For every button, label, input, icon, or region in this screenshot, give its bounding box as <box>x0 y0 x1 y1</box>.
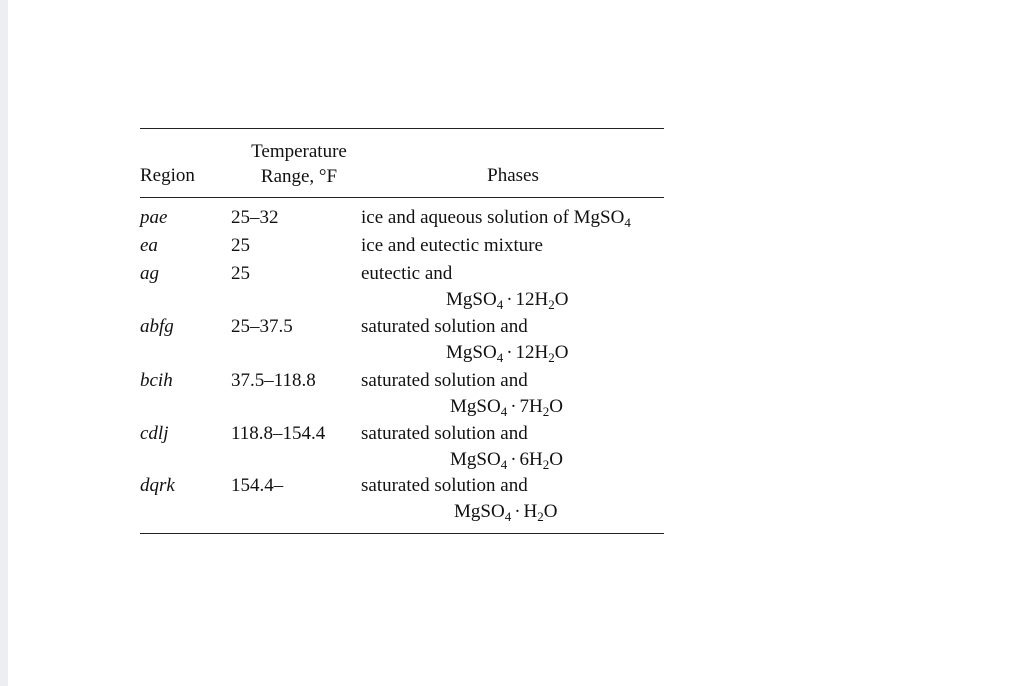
row-phases: saturated solution and <box>361 316 528 337</box>
row-temperature: 25–37.5 <box>231 316 293 337</box>
row-temperature: 25–32 <box>231 207 279 228</box>
header-temperature <box>238 139 360 189</box>
row-phases: saturated solution and <box>361 475 528 496</box>
row-formula: MgSO$_4$ · $12H_2O$ <box>446 289 569 312</box>
header-phases: Phases <box>487 165 539 186</box>
table-header <box>140 129 664 198</box>
row-region: pae <box>140 207 168 228</box>
document-page <box>8 0 1024 686</box>
row-temperature: 154.4– <box>231 475 284 496</box>
row-region: abfg <box>140 316 174 337</box>
row-formula: MgSO$_4$ · $6H_2O$ <box>450 449 563 472</box>
row-temperature: 118.8–154.4 <box>231 423 326 444</box>
header-temperature-line1: Temperature <box>251 141 347 162</box>
row-phases: ice and aqueous solution of MgSO$_4$ <box>361 207 631 230</box>
header-region: Region <box>140 165 195 186</box>
row-phases: saturated solution and <box>361 370 528 391</box>
row-phases: eutectic and <box>361 263 453 284</box>
row-phases: saturated solution and <box>361 423 528 444</box>
row-region: ag <box>140 263 159 284</box>
row-region: dqrk <box>140 475 175 496</box>
phase-table <box>140 128 664 534</box>
row-region: bcih <box>140 370 173 391</box>
row-phases: ice and eutectic mixture <box>361 235 543 256</box>
row-temperature: 37.5–118.8 <box>231 370 316 391</box>
header-temperature-line2: Range, °F <box>260 166 338 187</box>
row-formula: MgSO$_4$ · $12H_2O$ <box>446 342 569 365</box>
table-body <box>140 198 664 533</box>
row-formula: MgSO$_4$ · $7H_2O$ <box>450 396 563 419</box>
row-formula: MgSO$_4$ · $H_2O$ <box>454 501 558 524</box>
row-region: cdlj <box>140 423 169 444</box>
row-region: ea <box>140 235 158 256</box>
row-temperature: 25 <box>231 263 250 284</box>
row-temperature: 25 <box>231 235 250 256</box>
